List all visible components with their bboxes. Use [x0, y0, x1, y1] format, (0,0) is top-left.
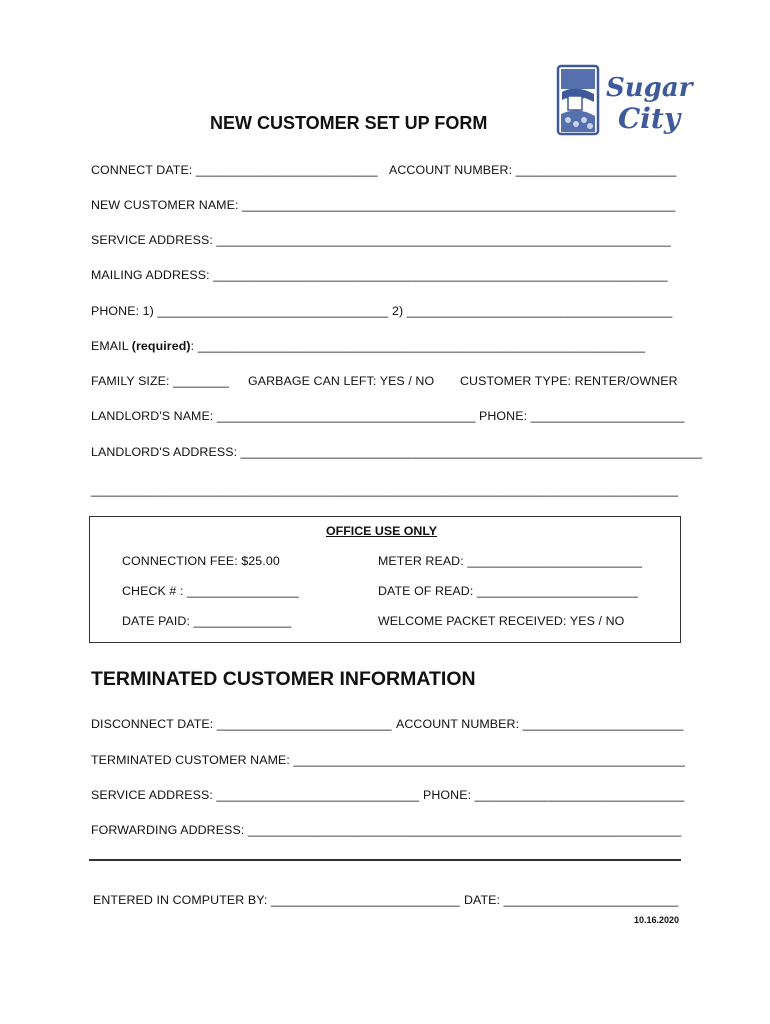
office-use-title: OFFICE USE ONLY: [326, 524, 438, 538]
terminated-account-number-field[interactable]: ACCOUNT NUMBER: _______________________: [396, 717, 684, 731]
phone-2-field[interactable]: 2) ______________________________________: [392, 304, 673, 318]
logo-text-sugar: Sugar: [606, 73, 693, 103]
family-size-field[interactable]: FAMILY SIZE: ________: [91, 374, 230, 388]
service-address-field[interactable]: SERVICE ADDRESS: _________________________________________________________________: [91, 233, 671, 247]
forwarding-address-field[interactable]: FORWARDING ADDRESS: ______________________________________________________________: [91, 823, 682, 837]
landlord-name-field[interactable]: LANDLORD'S NAME: _____________________________________: [91, 409, 476, 423]
sugar-city-logo-icon: [556, 62, 693, 140]
form-version: 10.16.2020: [633, 915, 679, 925]
date-of-read-field[interactable]: DATE OF READ: _______________________: [378, 584, 638, 598]
account-number-field[interactable]: ACCOUNT NUMBER: _______________________: [389, 163, 677, 177]
sugar-city-logo: [556, 62, 693, 140]
entered-by-field[interactable]: ENTERED IN COMPUTER BY: ___________________________: [93, 893, 460, 907]
terminated-customer-name-field[interactable]: TERMINATED CUSTOMER NAME: ________________________________________________________: [91, 753, 685, 767]
check-number-field[interactable]: CHECK # : ________________: [122, 584, 299, 598]
landlord-address-line-2[interactable]: ____________________________________________________________________________________: [91, 483, 679, 497]
phone-1-field[interactable]: PHONE: 1) _________________________________: [91, 304, 389, 318]
terminated-section-title: TERMINATED CUSTOMER INFORMATION: [91, 668, 476, 690]
disconnect-date-field[interactable]: DISCONNECT DATE: _________________________: [91, 717, 392, 731]
connection-fee-label: CONNECTION FEE: $25.00: [122, 554, 280, 568]
section-divider: [89, 859, 681, 861]
email-line: : ________________________________________________________________: [190, 339, 646, 353]
customer-type-field[interactable]: CUSTOMER TYPE: RENTER/OWNER: [460, 374, 678, 388]
email-required-label: (required): [131, 339, 191, 353]
terminated-phone-field[interactable]: PHONE: ______________________________: [423, 788, 685, 802]
landlord-phone-field[interactable]: PHONE: ______________________: [479, 409, 685, 423]
page-title: NEW CUSTOMER SET UP FORM: [210, 113, 488, 133]
entered-date-field[interactable]: DATE: _________________________: [464, 893, 679, 907]
logo-text-city: City: [618, 102, 681, 135]
date-paid-field[interactable]: DATE PAID: ______________: [122, 614, 292, 628]
customer-name-field[interactable]: NEW CUSTOMER NAME: ______________________________________________________________: [91, 198, 676, 212]
meter-read-field[interactable]: METER READ: _________________________: [378, 554, 643, 568]
welcome-packet-field[interactable]: WELCOME PACKET RECEIVED: YES / NO: [378, 614, 625, 628]
connect-date-field[interactable]: CONNECT DATE: __________________________: [91, 163, 378, 177]
office-use-box: [89, 516, 681, 643]
mailing-address-field[interactable]: MAILING ADDRESS: _________________________________________________________________: [91, 268, 668, 282]
landlord-address-field[interactable]: LANDLORD'S ADDRESS: __________________________________________________________________: [91, 445, 703, 459]
terminated-service-address-field[interactable]: SERVICE ADDRESS: _____________________________: [91, 788, 420, 802]
email-label: EMAIL: [91, 339, 132, 353]
garbage-can-field[interactable]: GARBAGE CAN LEFT: YES / NO: [248, 374, 435, 388]
email-field[interactable]: [91, 339, 645, 353]
